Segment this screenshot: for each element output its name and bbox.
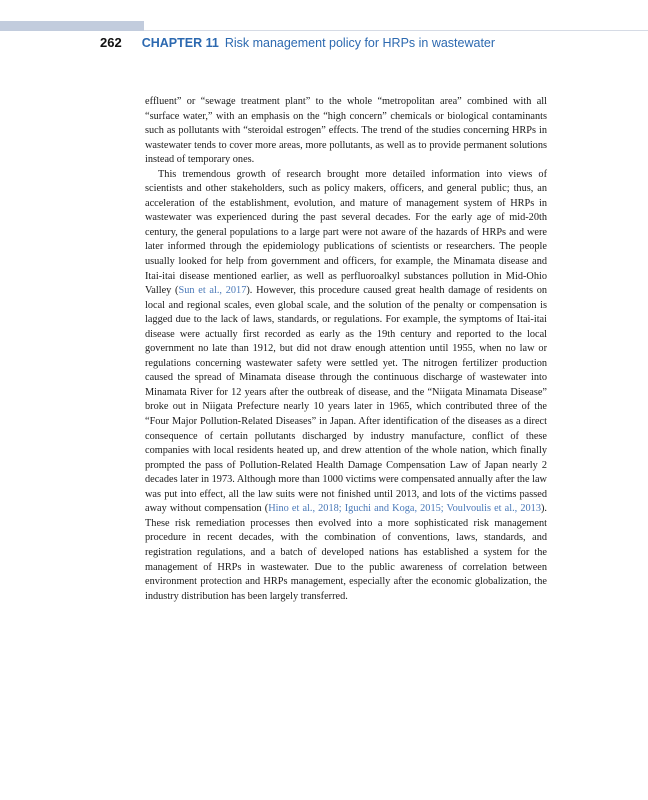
paragraph-2-part-a: This tremendous growth of research brought more detailed information into views of scientists and other stakeholders, such as policy makers, officers, and general public; thus, an acceleration of the establishment, evolution, and mature of management system of HRPs in wastewater was experienced during the past several decades. For the early age of mid-20th century, the general populations to a large part were not aware of the hazards of HRPs and were later informed through the epidemiology publications of scientists or researchers. The people usually looked for help from government and officers, for example, the Minamata disease and Itai-itai disease mentioned earlier, as well as perfluoroalkyl substances pollution in Mid-Ohio Valley ( — [145, 168, 547, 297]
running-header — [100, 35, 495, 55]
paragraph-1: effluent” or “sewage treatment plant” to the whole “metropolitan area” combined with all “surface water,” with an emphasis on the “high concern” chemicals or biological contaminants such as pollutants with “steroidal estrogen” effects. The trend of the studies concerning HRPs in wastewater tends to cover more areas, more pollutants, as well as to provide permanent solutions instead of temporary ones. — [145, 96, 547, 166]
header-accent-bar — [0, 21, 144, 31]
citation-hino-iguchi-voulvoulis[interactable]: Hino et al., 2018; Iguchi and Koga, 2015; Voulvoulis et al., 2013 — [268, 503, 541, 515]
chapter-title: Risk management policy for HRPs in wastewater — [224, 36, 496, 50]
page-number: 262 — [100, 35, 122, 50]
paragraph-2 — [145, 168, 547, 604]
citation-sun-2017[interactable]: Sun et al., 2017 — [178, 285, 247, 297]
paragraph-2-part-b: ). However, this procedure caused great health damage of residents on local and regional scales, even global scale, and the solution of the penalty or compensation is lagged due to the lack of laws, standards, or regulations. For example, the symptoms of Itai-itai disease were actually first recorded as early as the 19th century and reported to the local government no late than 1912, but did not draw enough attention until 1955, when no law or regulations concerning wastewater safety were settled yet. The nitrogen fertilizer production caused the spread of Minamata disease through the continuous discharge of wastewater into Minamata River for 12 years after the outbreak of disease, and the “Niigata Minamata Disease” broke out in Niigata Prefecture nearly 10 years later in 1965, which contributed three of the “Four Major Pollution-Related Diseases” in Japan. After identification of the diseases as a direct consequence of certain pollutants discharged by industry manufacture, conflict of these companies with local residents heated up, and drew attention of the whole nation, which finally prompted the pass of Pollution-Related Health Damage Compensation Law of Japan nearly 2 decades later in 1973. Although more than 1000 victims were compensated annually after the law was put into effect, all the law suits were not finished until 2013, and lots of the victims passed away without compensation ( — [145, 285, 547, 515]
body-text — [145, 95, 547, 604]
header-rule — [144, 30, 648, 31]
chapter-label: CHAPTER 11 — [141, 36, 219, 50]
paragraph-2-part-c: ). These risk remediation processes then evolved into a more sophisticated risk management procedure in recent decades, with the combination of conventions, laws, standards, and registration regulations, and a batch of developed nations has established a system for the management of HRPs in wastewater. Due to the public awareness of correlation between environment protection and HRPs management, especially after the economic globalization, the industry distribution has been largely transferred. — [145, 503, 547, 602]
